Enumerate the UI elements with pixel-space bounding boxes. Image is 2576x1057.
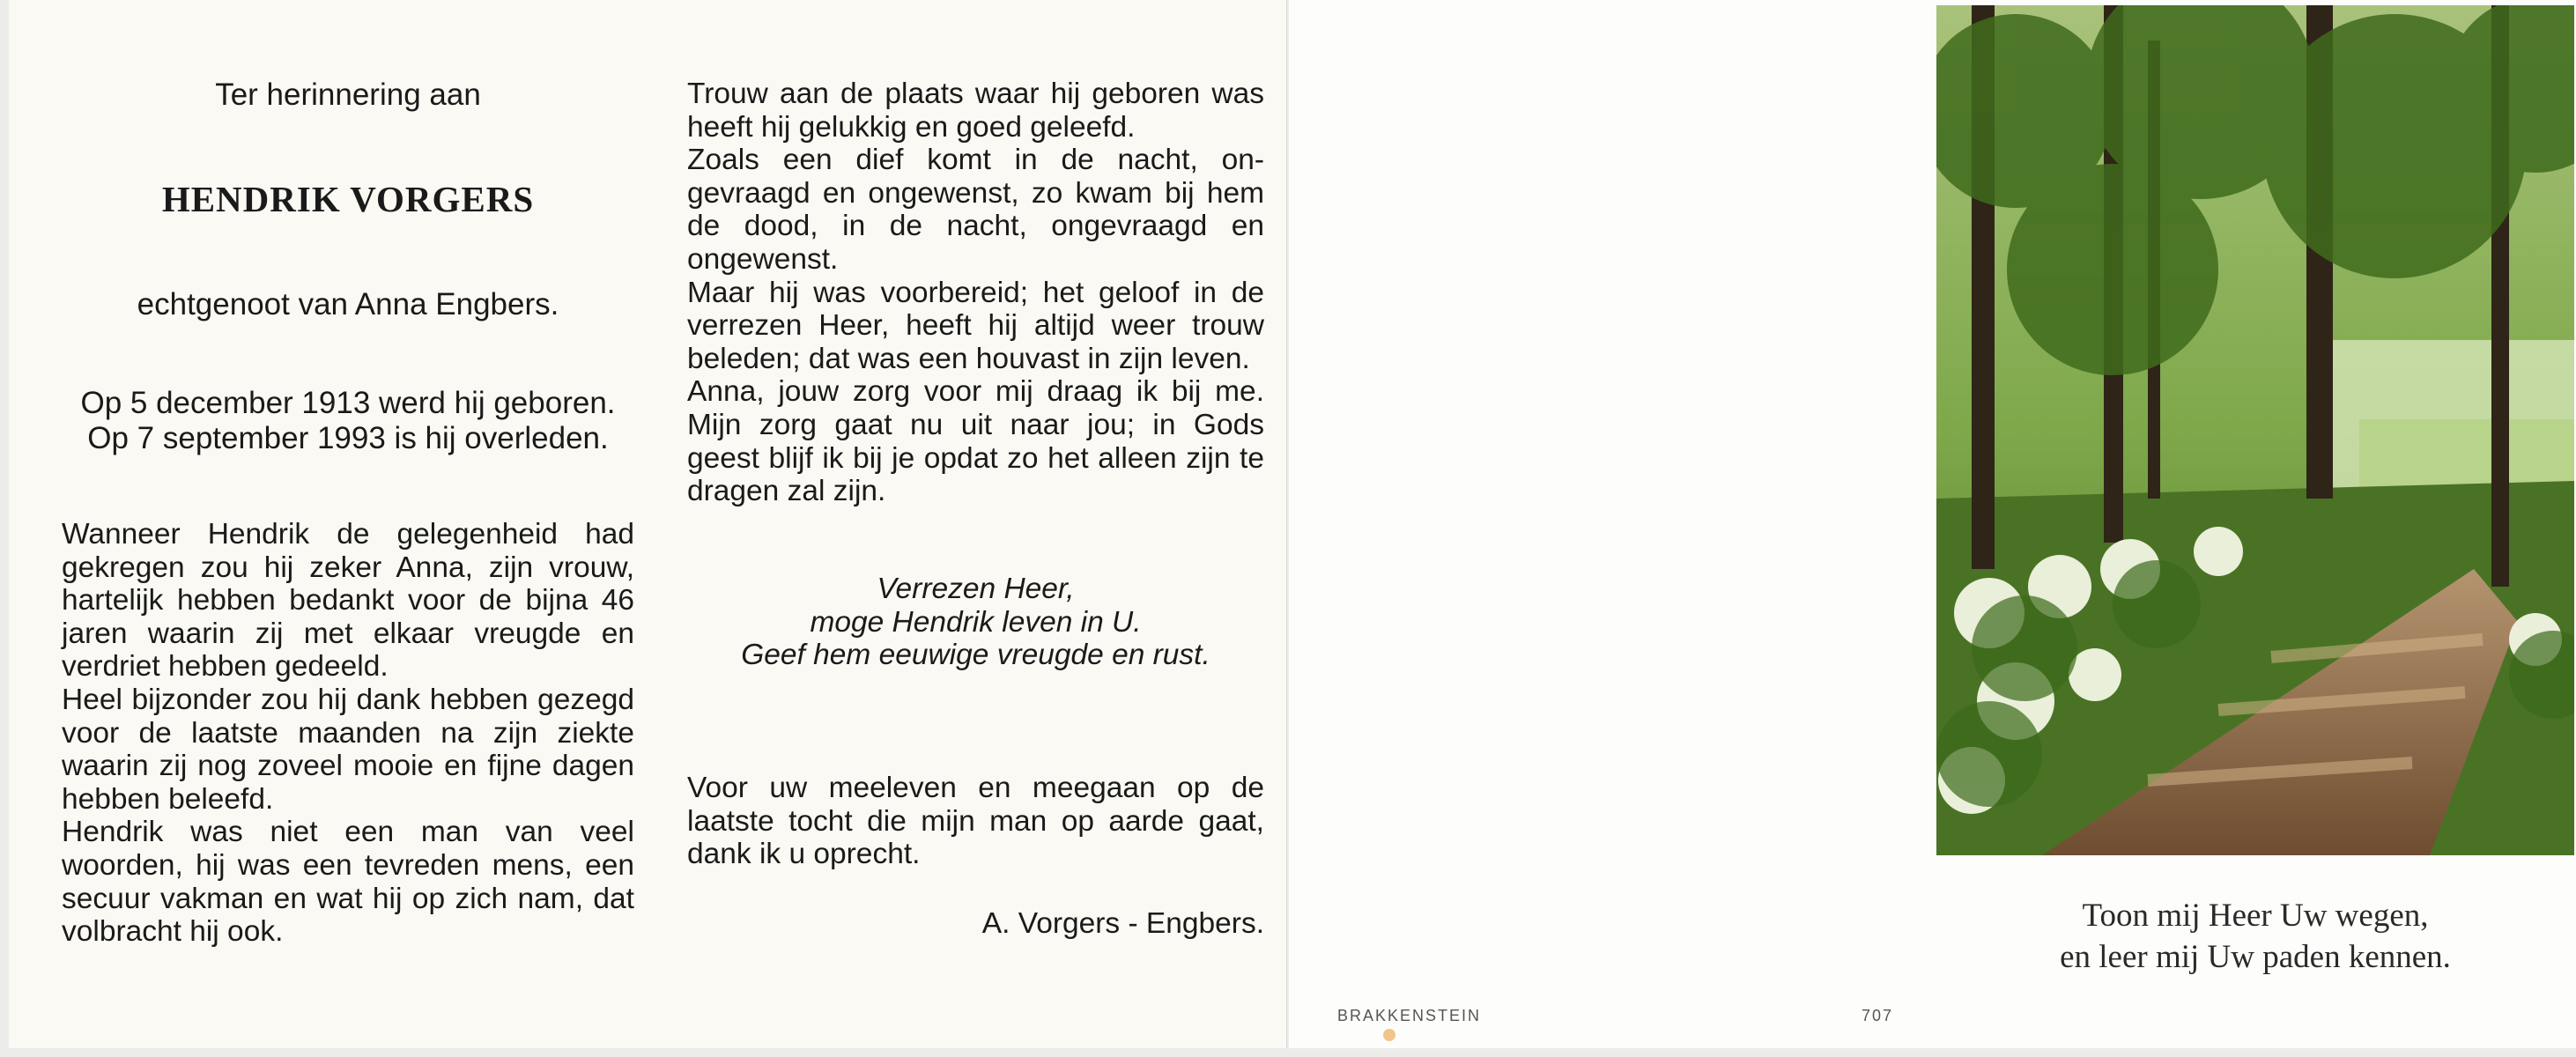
prayer-line: moge Hendrik leven in U. — [810, 605, 1142, 639]
died-line: Op 7 september 1993 is hij overleden. — [87, 421, 609, 455]
tribute-paragraph: Heel bijzonder zou hij dank hebben gezegd voor de laatste maanden na zijn ziekte waarin zij nog zoveel mooie en fijne dagen hebben beleefd. — [62, 683, 634, 816]
signature: A. Vorgers - Engbers. — [981, 907, 1264, 940]
caption-line: Toon mij Heer Uw wegen, — [2082, 898, 2429, 934]
caption-line: en leer mij Uw paden kennen. — [2060, 939, 2451, 975]
deceased-name: HENDRIK VORGERS — [161, 179, 535, 219]
reflection-paragraph: Anna, jouw zorg voor mij draag ik bij me. Mijn zorg gaat nu uit naar jou; in Gods geest blijf ik bij je opdat zo het alleen zijn te dragen zal zijn. — [687, 375, 1264, 508]
outer-card-spread — [1289, 0, 2576, 1048]
thanks-text — [687, 772, 1264, 871]
publisher-label: BRAKKENSTEIN — [1337, 1007, 1482, 1024]
thanks-paragraph: Voor uw meeleven en meegaan op de laatste tocht die mijn man op aarde gaat, dank ik u oprecht. — [687, 772, 1264, 871]
spouse-line: echtgenoot van Anna Engbers. — [137, 287, 559, 322]
born-line: Op 5 december 1913 werd hij geboren. — [80, 386, 616, 420]
card-number: 707 — [1862, 1007, 1894, 1024]
inner-card-spread — [9, 0, 1287, 1048]
tribute-paragraph: Wanneer Hendrik de gelegenheid had gekregen zou hij zeker Anna, zijn vrouw, hartelijk hebben bedankt voor de bijna 46 jaren waarin zij met elkaar vreugde en verdriet hebben gedeeld. — [62, 518, 634, 684]
reflection-text — [687, 78, 1264, 508]
reflection-paragraph: Trouw aan de plaats waar hij geboren was heeft hij gelukkig en goed geleefd. — [687, 78, 1264, 144]
reflection-paragraph: Zoals een dief komt in de nacht, on-gevraagd en ongewenst, zo kwam bij hem de dood, in de nacht, ongevraagd en ongewenst. — [687, 144, 1264, 276]
prayer-line: Verrezen Heer, — [877, 573, 1075, 605]
prayer-line: Geef hem eeuwige vreugde en rust. — [741, 639, 1210, 672]
forest-path-photo — [1936, 5, 2574, 855]
memorial-heading: Ter herinnering aan — [215, 78, 481, 112]
reflection-paragraph: Maar hij was voorbereid; het geloof in de verrezen Heer, heeft hij altijd weer trouw beleden; dat was een houvast in zijn leven. — [687, 276, 1264, 375]
print-mark — [1383, 1029, 1395, 1041]
tribute-text — [62, 518, 634, 949]
prayer — [687, 573, 1264, 672]
caption-verse — [1936, 895, 2574, 978]
tribute-paragraph: Hendrik was niet een man van veel woorden, hij was een tevreden mens, een secuur vakman en wat hij op zich nam, dat volbracht hij ook. — [62, 816, 634, 949]
